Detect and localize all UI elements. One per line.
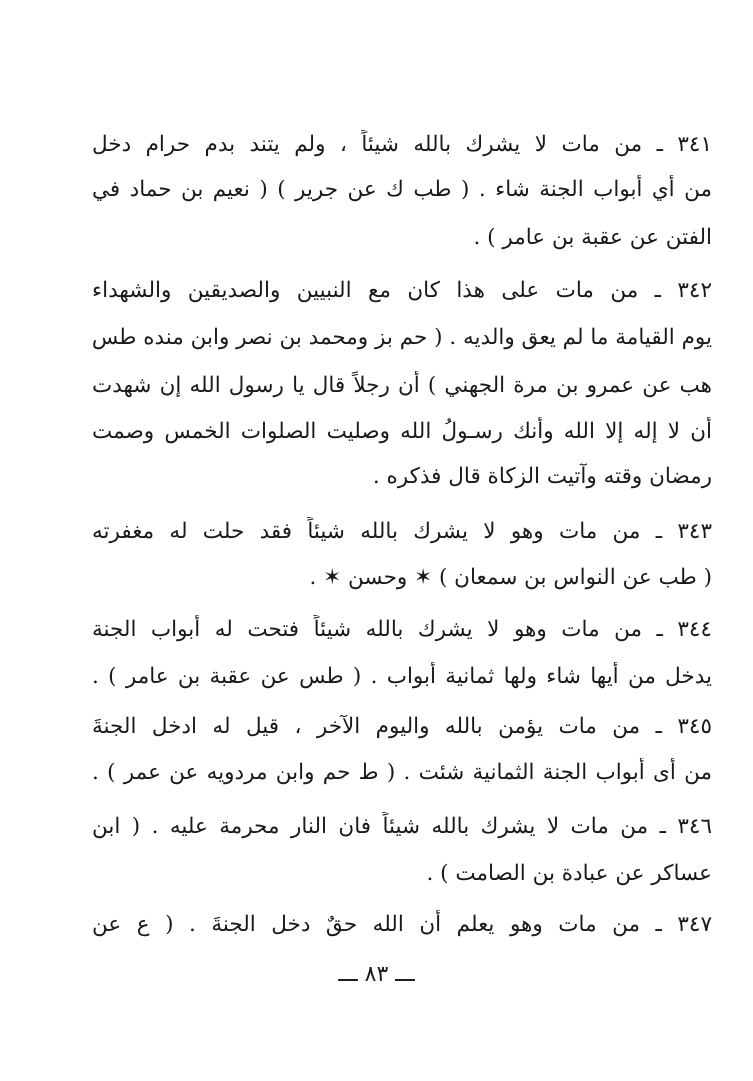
- entry-345-line-1: ٣٤٥ ـ من مات يؤمن بالله واليوم الآخر ، قيل له ادخل الجنةَ: [92, 714, 712, 739]
- entry-341-line-3: الفتن عن عقبة بن عامر ) .: [473, 225, 712, 250]
- entry-342-line-4: أن لا إله إلا الله وأنك رسـولُ الله وصليت الصلوات الخمس وصمت: [92, 419, 712, 444]
- entry-342-line-5: رمضان وقته وآتيت الزكاة قال فذكره .: [372, 464, 712, 489]
- entry-341-line-2: من أي أبواب الجنة شاء . ( طب ك عن جرير ) ( نعيم بن حماد في: [92, 177, 712, 202]
- entry-344-line-1: ٣٤٤ ـ من مات وهو لا يشرك بالله شيئاً فتحت له أبواب الجنة: [92, 617, 712, 642]
- page-number: ـــ ٨٣ ـــ: [338, 962, 415, 987]
- entry-347-line-1: ٣٤٧ ـ من مات وهو يعلم أن الله حقٌ دخل الجنةَ . ( ع عن: [92, 912, 712, 937]
- entry-342-line-2: يوم القيامة ما لم يعق والديه . ( حم بز ومحمد بن نصر وابن منده طس: [92, 325, 712, 350]
- entry-342-line-3: هب عن عمرو بن مرة الجهني ) أن رجلاً قال يا رسول الله إن شهدت: [92, 373, 712, 398]
- entry-343-line-1: ٣٤٣ ـ من مات وهو لا يشرك بالله شيئاً فقد حلت له مغفرته: [92, 519, 712, 544]
- entry-342-line-1: ٣٤٢ ـ من مات على هذا كان مع النبيين والصديقين والشهداء: [92, 278, 712, 303]
- entry-345-line-2: من أى أبواب الجنة الثمانية شئت . ( ط حم وابن مردويه عن عمر ) .: [92, 760, 712, 785]
- entry-343-line-2: ( طب عن النواس بن سمعان ) ✶ وحسن ✶ .: [309, 565, 712, 590]
- entry-346-line-2: عساكر عن عبادة بن الصامت ) .: [426, 861, 712, 886]
- entry-341-line-1: ٣٤١ ـ من مات لا يشرك بالله شيئاً ، ولم يتند بدم حرام دخل: [92, 132, 712, 157]
- entry-344-line-2: يدخل من أيها شاء ولها ثمانية أبواب . ( طس عن عقبة بن عامر ) .: [92, 664, 712, 689]
- entry-346-line-1: ٣٤٦ ـ من مات لا يشرك بالله شيئاً فان النار محرمة عليه . ( ابن: [92, 814, 712, 839]
